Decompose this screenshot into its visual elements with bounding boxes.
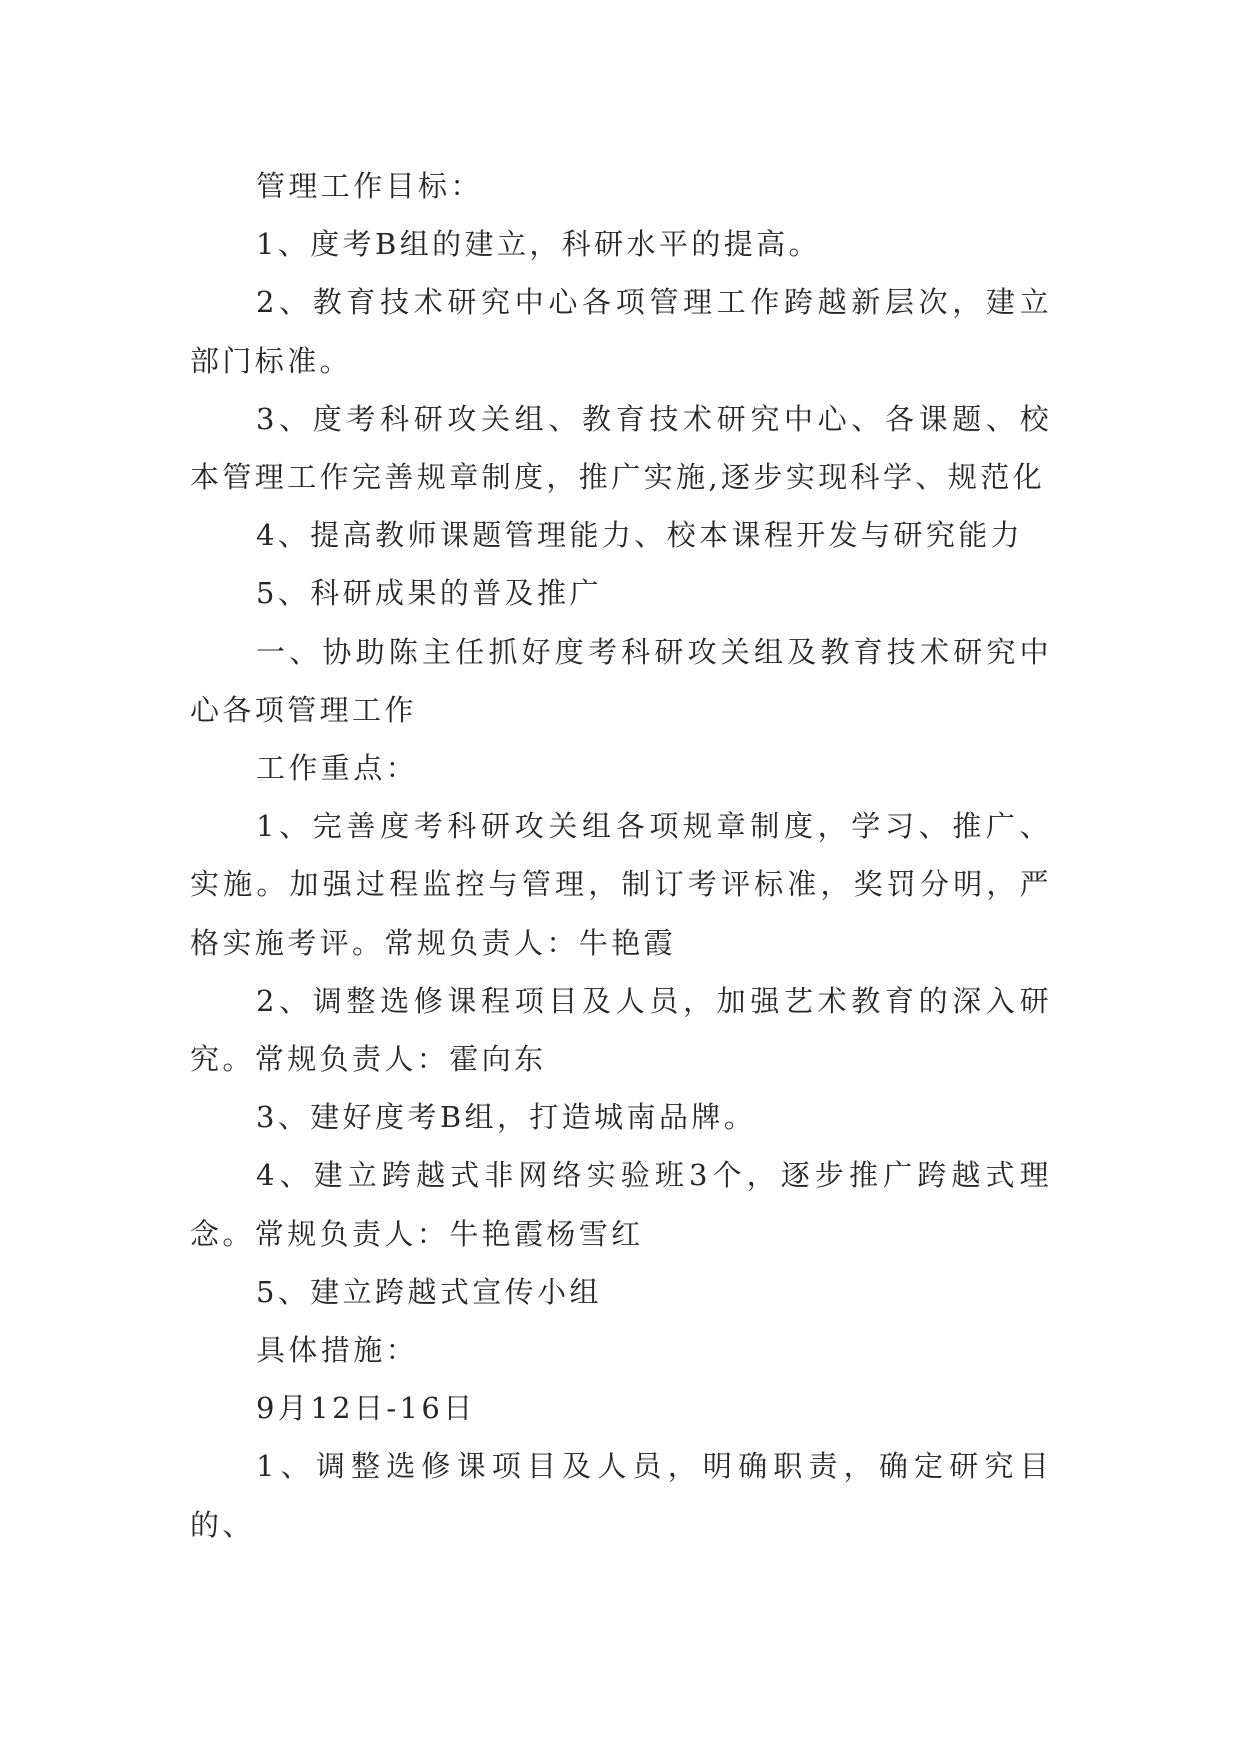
document-body: [190, 157, 1052, 1554]
paragraph-goal-2: 2、教育技术研究中心各项管理工作跨越新层次，建立部门标准。: [190, 285, 1052, 378]
paragraph-focus-2: 2、调整选修课程项目及人员，加强艺术教育的深入研究。常规负责人：霍向东: [190, 983, 1052, 1077]
paragraph-focus-5: 5、建立跨越式宣传小组: [256, 1274, 602, 1309]
paragraph-focus-4: 4、建立跨越式非网络实验班3个，逐步推广跨越式理念。常规负责人：牛艳霞杨雪红: [190, 1158, 1052, 1251]
paragraph-focus-1: 1、完善度考科研攻关组各项规章制度，学习、推广、实施。加强过程监控与管理，制订考评标准，奖罚分明，严格实施考评。常规负责人：牛艳霞: [190, 809, 1052, 960]
paragraph-goal-4: 4、提高教师课题管理能力、校本课程开发与研究能力: [256, 518, 1024, 553]
paragraph-goal-5: 5、科研成果的普及推广: [256, 576, 602, 611]
paragraph-focus-heading: 工作重点：: [256, 751, 419, 786]
paragraph-date-range: 9月12日-16日: [256, 1391, 476, 1426]
paragraph-goals-heading: 管理工作目标：: [256, 169, 483, 203]
paragraph-measures-heading: 具体措施：: [256, 1333, 419, 1368]
paragraph-section-1-title: 一、协助陈主任抓好度考科研攻关组及教育技术研究中心各项管理工作: [190, 634, 1052, 727]
paragraph-goal-3: 3、度考科研攻关组、教育技术研究中心、各课题、校本管理工作完善规章制度，推广实施,逐步实现科学、规范化: [190, 401, 1052, 495]
paragraph-goal-1: 1、度考B组的建立，科研水平的提高。: [256, 227, 821, 262]
paragraph-focus-3: 3、建好度考B组，打造城南品牌。: [256, 1100, 757, 1135]
paragraph-measure-1: 1、调整选修课项目及人员，明确职责，确定研究目的、: [190, 1449, 1052, 1542]
